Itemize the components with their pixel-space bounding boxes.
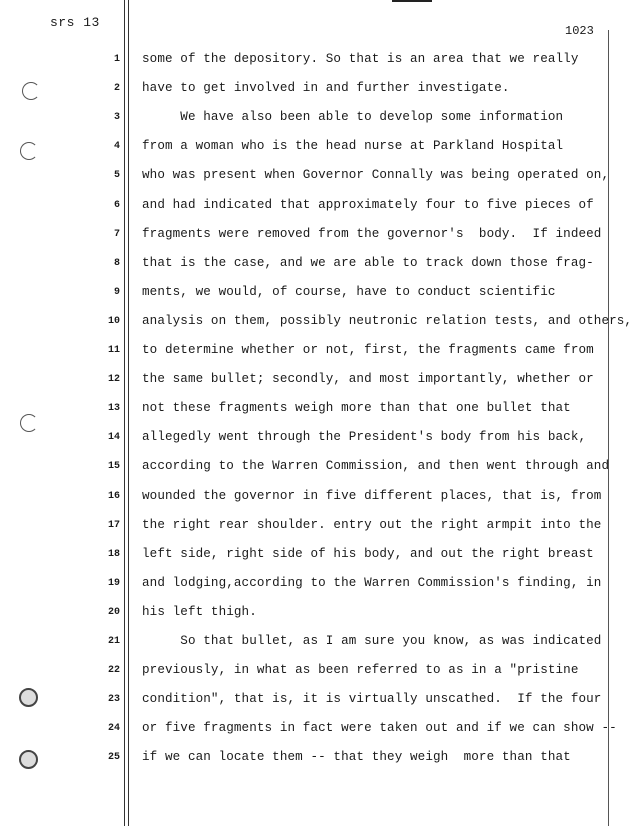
transcript-line: have to get involved in and further investigate. <box>142 81 510 96</box>
line-number: 22 <box>107 665 120 677</box>
binder-hole-icon <box>22 82 40 100</box>
transcript-line: his left thigh. <box>142 604 257 619</box>
line-number: 16 <box>107 490 120 502</box>
transcript-line: So that bullet, as I am sure you know, as was indicated <box>142 634 602 648</box>
line-number: 11 <box>107 345 120 356</box>
line-number: 14 <box>107 432 120 444</box>
binder-hole-icon <box>19 750 38 769</box>
transcript-line: We have also been able to develop some information <box>142 110 564 125</box>
line-number: 15 <box>107 461 120 473</box>
transcript-line: that is the case, and we are able to track down those frag- <box>142 255 594 270</box>
transcript-line: according to the Warren Commission, and then went through and <box>142 459 610 474</box>
line-number: 8 <box>113 257 120 269</box>
line-number: 25 <box>107 752 120 764</box>
line-number: 21 <box>107 636 120 647</box>
transcript-line: previously, in what as been referred to as in a "pristine <box>142 663 579 678</box>
line-number: 3 <box>113 112 120 124</box>
transcript-line: not these fragments weigh more than that one bullet that <box>142 401 571 416</box>
transcript-line: some of the depository. So that is an area that we really <box>142 52 579 66</box>
transcript-line: ments, we would, of course, have to conduct scientific <box>142 284 556 299</box>
line-number: 12 <box>107 374 120 386</box>
transcript-line: from a woman who is the head nurse at Parkland Hospital <box>142 139 564 154</box>
line-number: 2 <box>113 83 120 95</box>
transcript-line: to determine whether or not, first, the fragments came from <box>142 343 594 357</box>
binder-hole-icon <box>20 142 38 160</box>
page-number: 1023 <box>565 24 594 38</box>
binder-hole-icon <box>20 414 38 432</box>
top-edge-mark <box>392 0 432 2</box>
transcript-line: analysis on them, possibly neutronic relation tests, and others, <box>142 313 633 328</box>
line-number: 18 <box>107 548 120 560</box>
line-number: 9 <box>113 286 120 298</box>
line-number: 24 <box>107 723 120 735</box>
left-margin-rule <box>124 0 125 826</box>
line-number: 4 <box>113 141 120 153</box>
transcript-line: or five fragments in fact were taken out and if we can show -- <box>142 721 617 736</box>
transcript-line: condition", that is, it is virtually unscathed. If the four <box>142 692 602 707</box>
transcript-line: the same bullet; secondly, and most importantly, whether or <box>142 372 594 387</box>
transcript-line: the right rear shoulder. entry out the right armpit into the <box>142 517 602 532</box>
transcript-line: left side, right side of his body, and out the right breast <box>142 546 594 561</box>
transcript-line: and had indicated that approximately four to five pieces of <box>142 197 594 212</box>
transcript-line: and lodging,according to the Warren Commission's finding, in <box>142 575 602 590</box>
left-margin-rule-inner <box>128 0 129 826</box>
transcript-line: if we can locate them -- that they weigh more than that <box>142 750 571 765</box>
line-number: 7 <box>113 228 120 240</box>
line-number: 13 <box>107 403 120 415</box>
binder-hole-icon <box>19 688 38 707</box>
transcript-line: allegedly went through the President's body from his back, <box>142 430 587 445</box>
line-number: 6 <box>113 199 120 211</box>
line-number: 10 <box>107 315 120 327</box>
line-number: 5 <box>113 170 120 182</box>
line-number: 20 <box>107 606 120 618</box>
transcript-line: wounded the governor in five different places, that is, from <box>142 488 602 503</box>
line-number: 19 <box>107 577 120 589</box>
transcript-line: who was present when Governor Connally was being operated on, <box>142 168 610 183</box>
reporter-id: srs 13 <box>50 15 100 30</box>
line-number: 17 <box>107 519 120 531</box>
line-number: 23 <box>107 694 120 706</box>
line-number: 1 <box>113 54 120 65</box>
transcript-line: fragments were removed from the governor's body. If indeed <box>142 226 602 241</box>
